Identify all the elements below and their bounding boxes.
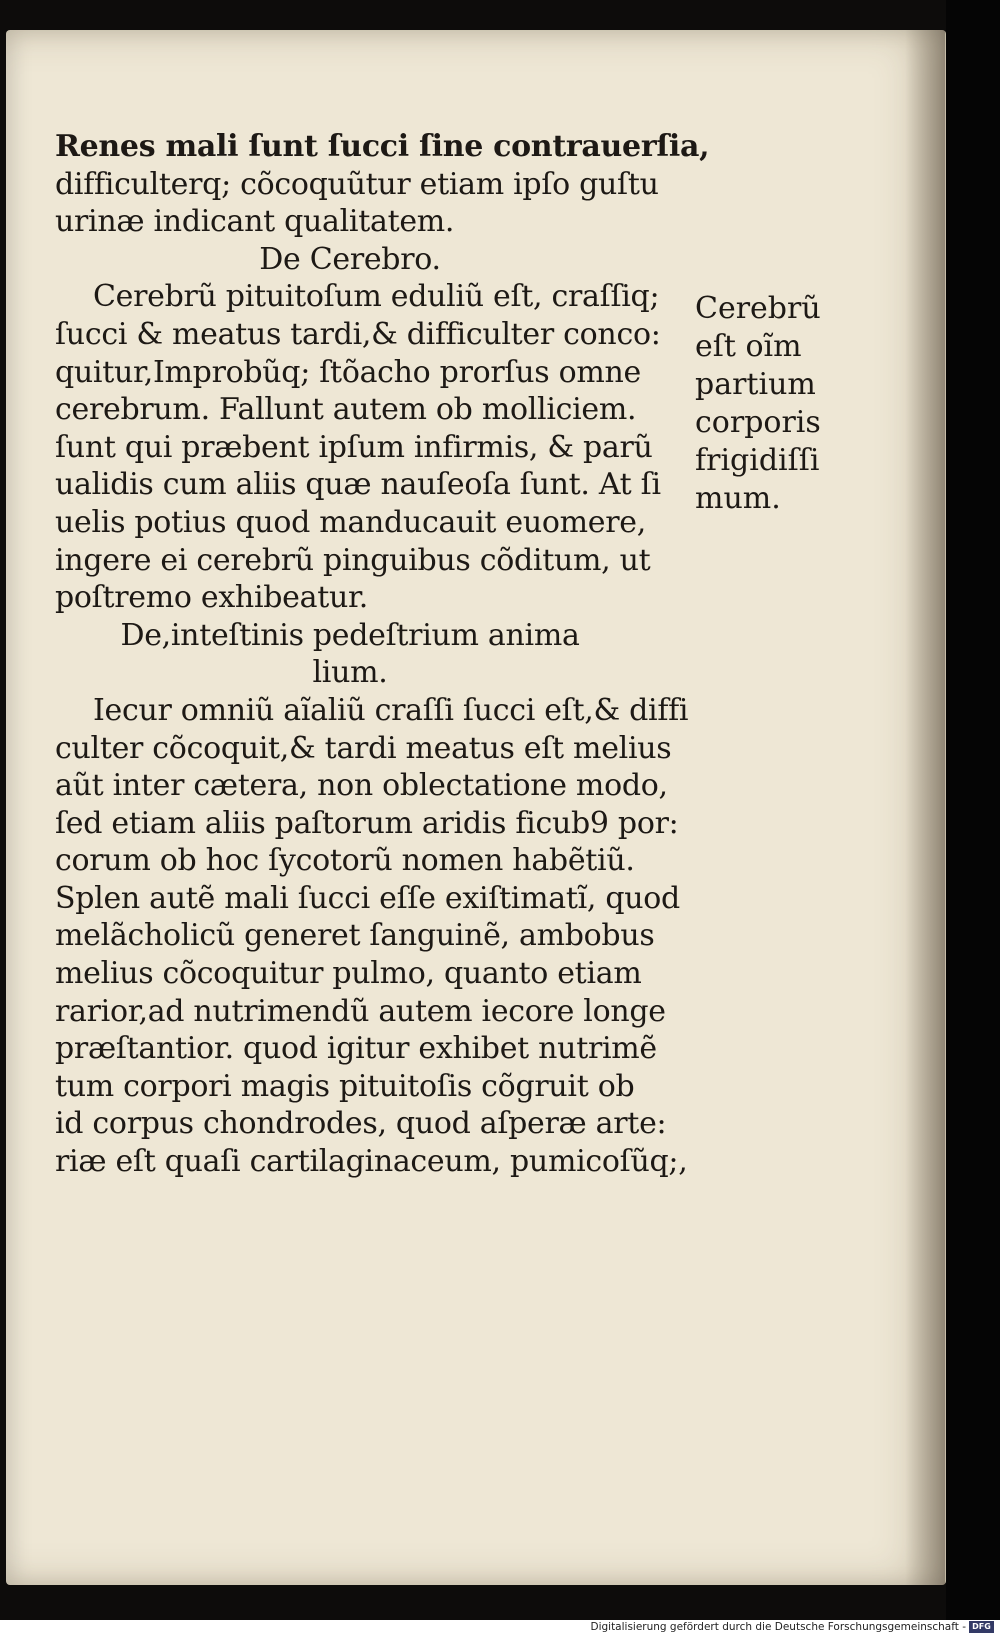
book-spine — [946, 0, 1000, 1637]
text-line: melãcholicũ generet ſanguinẽ, ambobus — [55, 918, 655, 954]
text-line: tum corpori magis pituitoſis cõgruit ob — [55, 1068, 635, 1104]
text-line: Cerebrũ pituitoſum eduliũ eſt, craſſiq; — [93, 279, 660, 315]
marginal-note — [695, 290, 865, 518]
margin-note-line: frigidiſſi — [695, 443, 820, 478]
main-text-block — [55, 128, 710, 1181]
text-line: corum ob hoc ſycotorũ nomen habẽtiũ. — [55, 843, 635, 879]
text-line: ualidis cum aliis quæ nauſeoſa ſunt. At ſi — [55, 467, 661, 503]
text-line: difficulterq; cõcoquũtur etiam ipſo guſtu — [55, 166, 659, 202]
text-line: Splen autẽ mali ſucci eſſe exiſtimatĩ, quod — [55, 880, 680, 916]
text-line: ſucci & meatus tardi,& difficulter conco: — [55, 316, 661, 352]
text-line: ſed etiam aliis paſtorum aridis ficub9 por: — [55, 805, 679, 841]
page-edge-shadow — [905, 30, 945, 1585]
text-line: culter cõcoquit,& tardi meatus eſt melius — [55, 730, 672, 766]
text-line: ſunt qui præbent ipſum infirmis, & parũ — [55, 429, 653, 465]
text-line: quitur,Improbũq; ſtõacho prorſus omne — [55, 354, 641, 390]
text-line: rarior,ad nutrimendũ autem iecore longe — [55, 993, 666, 1029]
section-heading-cerebro: De Cerebro. — [259, 241, 441, 277]
section-heading-intestinis-cont: lium. — [312, 655, 388, 691]
digitization-credit: Digitalisierung gefördert durch die Deutsche Forschungsgemeinschaft - — [590, 1621, 966, 1633]
text-line: ingere ei cerebrũ pinguibus cõditum, ut — [55, 542, 651, 578]
text-line: poſtremo exhibeatur. — [55, 580, 368, 616]
text-line: Renes mali ſunt ſucci ſine contrauerſia, — [55, 129, 710, 164]
section-heading-intestinis: De,inteſtinis pedeſtrium anima — [120, 617, 580, 653]
margin-note-line: eſt oĩm — [695, 329, 802, 364]
margin-note-line: mum. — [695, 481, 781, 516]
text-line: cerebrum. Fallunt autem ob molliciem. — [55, 392, 637, 428]
text-line: melius cõcoquitur pulmo, quanto etiam — [55, 956, 642, 992]
text-line: præſtantior. quod igitur exhibet nutrimẽ — [55, 1031, 657, 1067]
margin-note-line: partium — [695, 367, 816, 402]
margin-note-line: Cerebrũ — [695, 291, 821, 326]
dfg-logo: DFG — [969, 1621, 994, 1633]
text-line: uelis potius quod manducauit euomere, — [55, 504, 646, 540]
text-line: aũt inter cætera, non oblectatione modo, — [55, 768, 668, 804]
text-line: urinæ indicant qualitatem. — [55, 204, 455, 240]
text-line: riæ eſt quaſi cartilaginaceum, pumicoſũq;, — [55, 1144, 688, 1180]
text-line: Iecur omniũ aĩaliũ craſſi ſucci eſt,& diffi — [93, 692, 689, 728]
text-line: id corpus chondrodes, quod aſperæ arte: — [55, 1106, 667, 1142]
margin-note-line: corporis — [695, 405, 821, 440]
